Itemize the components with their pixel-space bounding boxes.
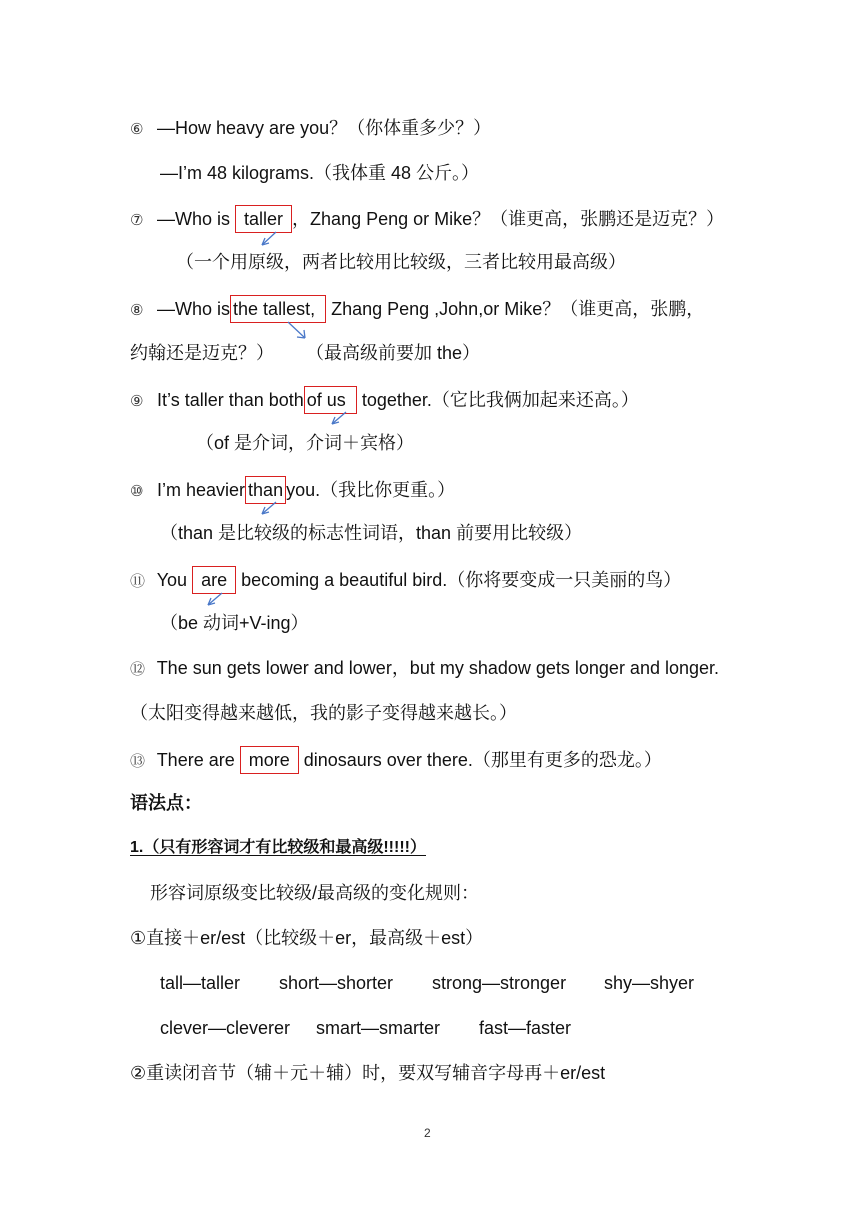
grammar-rule-1: 1.（只有形容词才有比较级和最高级!!!!!） bbox=[130, 839, 426, 856]
item-13-line bbox=[130, 746, 662, 774]
item-10-note: （than 是比较级的标志性词语，than 前要用比较级） bbox=[160, 523, 583, 543]
sentence-pre: —Who is bbox=[157, 299, 231, 319]
question-text: —How heavy are you？（你体重多少？） bbox=[157, 118, 492, 138]
item-number: ⑦ bbox=[130, 212, 144, 229]
example-strong: strong—stronger bbox=[432, 973, 567, 993]
item-6-question bbox=[130, 116, 491, 142]
arrow-icon bbox=[202, 591, 232, 611]
item-number: ⑫ bbox=[130, 661, 146, 678]
item-9-line bbox=[130, 386, 639, 414]
item-number: ⑪ bbox=[130, 573, 146, 590]
item-8-note: （最高级前要加 the） bbox=[306, 343, 481, 363]
sentence-pre: You bbox=[156, 570, 193, 590]
item-number: ⑨ bbox=[130, 393, 144, 410]
example-shy: shy—shyer bbox=[604, 973, 695, 993]
item-number: ⑧ bbox=[130, 302, 144, 319]
grammar-heading: 语法点： bbox=[130, 793, 202, 813]
highlight-box: more bbox=[240, 746, 299, 774]
arrow-icon bbox=[256, 500, 286, 520]
item-number: ⑬ bbox=[130, 753, 146, 770]
item-number: ⑥ bbox=[130, 121, 144, 138]
arrow-icon bbox=[256, 230, 286, 250]
sentence-post: together.（它比我俩加起来还高。） bbox=[356, 390, 639, 410]
item-number: ⑩ bbox=[130, 483, 144, 500]
item-7-note: （一个用原级，两者比较用比较级，三者比较用最高级） bbox=[176, 252, 626, 272]
rule-direct-er-est: ①直接＋er/est（比较级＋er，最高级＋est） bbox=[130, 928, 484, 948]
item-8-continuation: 约翰还是迈克？） bbox=[130, 343, 274, 363]
rule-double-consonant: ②重读闭音节（辅＋元＋辅）时，要双写辅音字母再＋er/est bbox=[130, 1063, 606, 1083]
example-fast: fast—faster bbox=[479, 1018, 572, 1038]
example-tall: tall—taller bbox=[160, 973, 241, 993]
item-12-line bbox=[130, 656, 719, 682]
item-6-answer: —I’m 48 kilograms.（我体重 48 公斤。） bbox=[160, 163, 480, 183]
highlight-box: than bbox=[245, 476, 286, 504]
sentence-post: you.（我比你更重。） bbox=[286, 480, 456, 500]
arrow-icon bbox=[326, 410, 356, 430]
sentence-post: ，Zhang Peng or Mike？（谁更高，张鹏还是迈克？） bbox=[292, 209, 725, 229]
sentence-post: becoming a beautiful bird.（你将要变成一只美丽的鸟） bbox=[236, 570, 682, 590]
highlight-box: are bbox=[192, 566, 236, 594]
sentence-pre: I’m heavier bbox=[157, 480, 246, 500]
highlight-box: the tallest, bbox=[230, 295, 326, 323]
item-11-line bbox=[130, 566, 681, 594]
item-12-translation: （太阳变得越来越低，我的影子变得越来越长。） bbox=[130, 703, 517, 723]
example-short: short—shorter bbox=[279, 973, 394, 993]
highlight-box: of us bbox=[304, 386, 357, 414]
sentence-text: The sun gets lower and lower，but my shadow gets longer and longer. bbox=[156, 658, 720, 678]
sentence-post: Zhang Peng ,John,or Mike？（谁更高，张鹏， bbox=[326, 299, 705, 319]
example-clever: clever—cleverer bbox=[160, 1018, 291, 1038]
highlight-box: taller bbox=[235, 205, 292, 233]
example-smart: smart—smarter bbox=[316, 1018, 441, 1038]
item-8-line bbox=[130, 295, 704, 323]
item-7-line bbox=[130, 205, 724, 233]
item-11-note: （be 动词+V-ing） bbox=[160, 613, 309, 633]
sentence-pre: —Who is bbox=[157, 209, 236, 229]
page-number: 2 bbox=[424, 1126, 431, 1140]
item-10-line bbox=[130, 476, 455, 504]
item-9-note: （of 是介词，介词＋宾格） bbox=[196, 433, 415, 453]
sentence-post: dinosaurs over there.（那里有更多的恐龙。） bbox=[298, 750, 662, 770]
sentence-pre: There are bbox=[156, 750, 240, 770]
sentence-pre: It’s taller than both bbox=[157, 390, 304, 410]
grammar-intro: 形容词原级变比较级/最高级的变化规则： bbox=[150, 883, 479, 903]
